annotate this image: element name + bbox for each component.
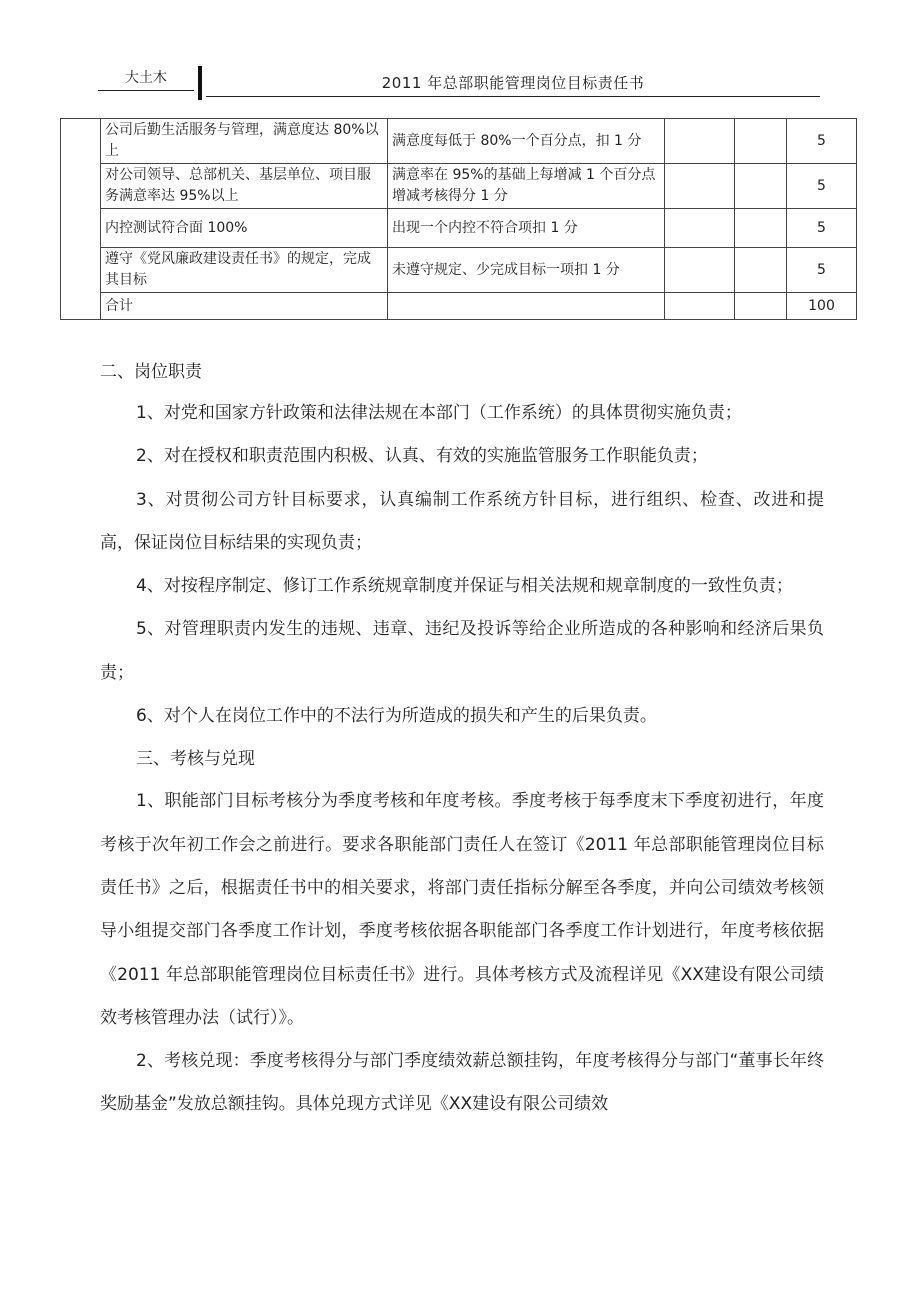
section-heading-assessment: 三、考核与兑现 [136,749,255,770]
empty-cell [665,164,735,209]
document-title: 2011 年总部职能管理岗位目标责任书 [381,74,645,92]
assessment-item: 1、职能部门目标考核分为季度考核和年度考核。季度考核于每季度末下季度初进行，年度考核于次年初工作会之前进行。要求各职能部门责任人在签订《2011 年总部职能管理岗位目标责任书》之后，根据责任书中的相关要求，将部门责任指标分解至各季度，并向公司绩效考核领导小组提交部门各季度工作计划，季度考核依据各职能部门各季度工作计划进行，年度考核依据《2011 年总部职能管理岗位目标责任书》进行。具体考核方式及流程详见《XX建设有限公司绩效考核管理办法（试行）》。 [100,791,824,1028]
category-cell [61,119,101,320]
header-left-underline [98,90,194,91]
empty-cell [665,248,735,293]
score-cell: 5 [787,248,857,293]
table-row [61,209,857,248]
header-title-underline [206,96,820,97]
duty-item: 5、对管理职责内发生的违规、违章、违纪及投诉等给企业所造成的各种影响和经济后果负责； [100,619,824,683]
total-label-cell: 合计 [101,293,388,320]
empty-cell [735,119,787,164]
duty-item: 1、对党和国家方针政策和法律法规在本部门（工作系统）的具体贯彻实施负责； [136,403,742,423]
duty-item: 4、对按程序制定、修订工作系统规章制度并保证与相关法规和规章制度的一致性负责； [136,576,793,597]
table-total-row [61,293,857,320]
standard-cell: 满意率在 95%的基础上每增减 1 个百分点增减考核得分 1 分 [388,164,665,209]
responsibility-table [60,118,857,320]
target-cell: 对公司领导、总部机关、基层单位、项目服务满意率达 95%以上 [101,164,388,209]
document-body [100,352,824,1127]
empty-cell [388,293,665,320]
table-row [61,164,857,209]
empty-cell [735,164,787,209]
score-cell: 5 [787,119,857,164]
standard-cell: 满意度每低于 80%一个百分点，扣 1 分 [388,119,665,164]
table-row [61,248,857,293]
empty-cell [735,209,787,248]
assessment-item: 2、考核兑现：季度考核得分与部门季度绩效薪总额挂钩，年度考核得分与部门“董事长年终奖励基金”发放总额挂钩。具体兑现方式详见《XX建设有限公司绩效 [100,1051,824,1115]
section-heading-duties: 二、岗位职责 [100,362,202,382]
duty-item: 2、对在授权和职责范围内积极、认真、有效的实施监管服务工作职能负责； [136,446,708,467]
target-cell: 公司后勤生活服务与管理，满意度达 80%以上 [101,119,388,164]
header-org-label: 大土木 [125,70,167,86]
standard-cell: 出现一个内控不符合项扣 1 分 [388,209,665,248]
empty-cell [665,209,735,248]
header-divider-bar [198,66,202,100]
empty-cell [665,293,735,320]
duty-item: 6、对个人在岗位工作中的不法行为所造成的损失和产生的后果负责。 [136,706,657,727]
empty-cell [735,248,787,293]
table-row [61,119,857,164]
empty-cell [735,293,787,320]
standard-cell: 未遵守规定、少完成目标一项扣 1 分 [388,248,665,293]
duty-item: 3、对贯彻公司方针目标要求，认真编制工作系统方针目标，进行组织、检查、改进和提高，保证岗位目标结果的实现负责； [100,489,824,553]
score-cell: 5 [787,164,857,209]
target-cell: 内控测试符合面 100% [101,209,388,248]
empty-cell [665,119,735,164]
total-score-cell: 100 [787,293,857,320]
score-cell: 5 [787,209,857,248]
target-cell: 遵守《党风廉政建设责任书》的规定，完成其目标 [101,248,388,293]
